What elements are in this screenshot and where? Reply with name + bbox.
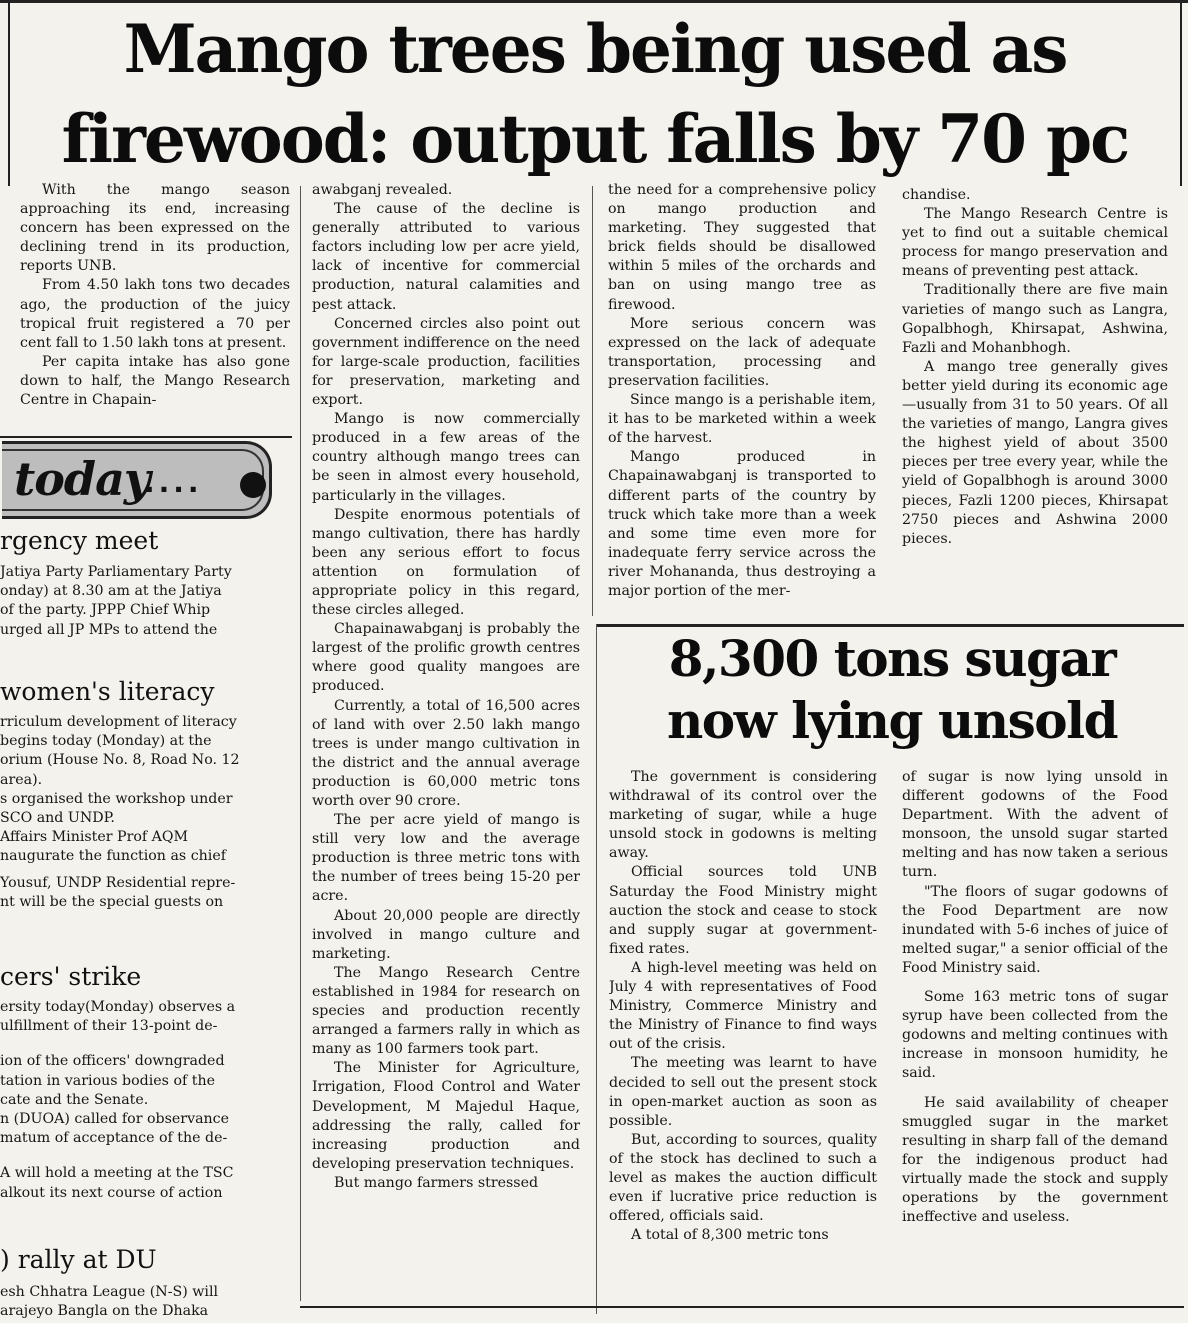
- brief-line: ulfillment of their 13-point de-: [0, 1018, 218, 1035]
- headline-line-2: firewood: output falls by 70 pc: [61, 100, 1129, 178]
- paragraph: A high-level meeting was held on July 4 with representatives of Food Ministry, Commerce Ministry and the Ministry of Finance to find ways out of the crisis.: [609, 959, 877, 1053]
- paragraph: A total of 8,300 metric tons: [631, 1227, 829, 1244]
- brief-heading: ) rally at DU: [0, 1245, 157, 1274]
- paragraph: From 4.50 lakh tons two decades ago, the production of the juicy tropical fruit registered a 70 per cent fall to 1.50 lakh tons at present.: [20, 277, 290, 351]
- mango-column-3: [608, 181, 876, 621]
- brief-line: alkout its next course of action: [0, 1184, 223, 1201]
- brief-spacer: [0, 1036, 280, 1052]
- brief-line: Affairs Minister Prof AQM: [0, 829, 189, 846]
- brief-line: A will hold a meeting at the TSC: [0, 1165, 234, 1182]
- paragraph: Despite enormous potentials of mango cultivation, there has hardly been any serious effort to focus attention on formulation of appropriate policy in this regard, these circles alleged.: [312, 506, 580, 619]
- paragraph: Some 163 metric tons of sugar syrup have been collected from the godowns and melting continues with increase in monsoon humidity, he said.: [902, 989, 1168, 1082]
- paragraph: But, according to sources, quality of the stock has declined to such a level as makes the auction difficult even if lucrative price reduction is offered, officials said.: [609, 1131, 877, 1225]
- paragraph: With the mango season approaching its end, increasing concern has been expressed on the declining trend in its production, reports UNB.: [20, 182, 290, 275]
- brief-line: Yousuf, UNDP Residential repre-: [0, 874, 236, 891]
- paragraph: He said availability of cheaper smuggled sugar in the market resulting in sharp fall of the demand for the indigenous product had virtually made the stock and supply operations by the government ineffective and useless.: [902, 1094, 1168, 1226]
- paragraph: Mango produced in Chapainawabganj is transported to different parts of the country by truck which take more than a week and some time even more for inadequate ferry service across the river Mohananda, thus destroying a major portion of the mer-: [608, 449, 876, 599]
- bullet-dot-icon: [240, 472, 266, 498]
- brief-line: cate and the Senate.: [0, 1091, 149, 1108]
- brief-line: ion of the officers' downgraded: [0, 1053, 225, 1070]
- paragraph: The per acre yield of mango is still very low and the average production is three metric tons with the number of trees being 15-20 per acre.: [312, 812, 580, 905]
- paragraph: Concerned circles also point out government indifference on the need for large-scale production, facilities for preservation, marketing and export.: [312, 315, 580, 409]
- briefs-top-rule: [0, 436, 292, 438]
- brief-line: s organised the workshop under: [0, 790, 233, 807]
- brief-line: begins today (Monday) at the: [0, 733, 212, 750]
- paragraph: of sugar is now lying unsold in different godowns of the Food Department. With the advent of monsoon, the unsold sugar started melting and has now taken a serious turn.: [902, 769, 1168, 881]
- paragraph: The Mango Research Centre is yet to find out a suitable chemical process for mango preservation and means of preventing pest attack.: [902, 206, 1168, 280]
- paragraph: chandise.: [902, 187, 971, 203]
- paragraph: Per capita intake has also gone down to half, the Mango Research Centre in Chapain-: [20, 353, 290, 409]
- brief-spacer: [0, 867, 280, 874]
- brief-line: esh Chhatra League (N-S) will: [0, 1284, 219, 1300]
- paragraph: the need for a comprehensive policy on mango production and marketing. They suggested that brick fields should be disallowed within 5 miles of the orchards and ban on using mango tree as firewood.: [608, 182, 876, 313]
- mango-column-1: [20, 181, 290, 431]
- column-divider: [592, 186, 593, 616]
- sugar-top-rule: [596, 624, 1184, 627]
- paragraph: But mango farmers stressed: [334, 1174, 539, 1191]
- brief-line: tation in various bodies of the: [0, 1072, 216, 1089]
- headline-line-1: Mango trees being used as: [123, 10, 1067, 88]
- paragraph: The cause of the decline is generally attributed to various factors including low per acre yield, lack of incentive for commercial production, natural calamities and pest attack.: [312, 201, 580, 313]
- mango-column-4: [902, 186, 1168, 621]
- paragraph: A mango tree generally gives better yield during its economic age —usually from 31 to 50 years. Of all the varieties of mango, Langra gives the highest yield of about 3500 pieces per tree every year, while the yield of Gopalbhogh is around 3000 pieces, Fazli 1200 pieces, Khirsapat 2750 pieces and Ashwina 2000 pieces.: [902, 358, 1168, 547]
- brief-body: [0, 563, 280, 640]
- sugar-left-rule: [596, 624, 597, 1314]
- brief-body: [0, 713, 280, 912]
- paragraph: Mango is now commercially produced in a few areas of the country although mango trees can be seen in almost every household, particularly in the villages.: [312, 411, 580, 504]
- sugar-column-2: [902, 768, 1168, 1305]
- today-dots: ....: [144, 466, 203, 499]
- brief-line: orium (House No. 8, Road No. 12: [0, 752, 240, 769]
- brief-heading: rgency meet: [0, 526, 159, 555]
- paragraph: Official sources told UNB Saturday the Food Ministry might auction the stock and cease to stock and supply sugar at government-fixed rates.: [609, 864, 877, 957]
- brief-line: Jatiya Party Parliamentary Party: [0, 564, 232, 580]
- paragraph: The Minister for Agriculture, Irrigation, Flood Control and Water Development, M Majedul Haque, addressing the rally, called for increasing production and developing preservation techniques.: [312, 1060, 580, 1172]
- sugar-headline-line-1: 8,300 tons sugar: [668, 629, 1116, 688]
- paragraph: The Mango Research Centre established in 1984 for research on species and production recently arranged a farmers rally in which as many as 100 farmers took part.: [312, 964, 580, 1058]
- today-banner: [2, 441, 272, 519]
- today-word: today: [14, 452, 150, 506]
- bottom-rule: [300, 1306, 1184, 1308]
- right-edge-rule: [1180, 0, 1182, 186]
- left-edge-rule: [8, 0, 10, 186]
- brief-line: ersity today(Monday) observes a: [0, 999, 236, 1015]
- brief-heading: women's literacy: [0, 677, 215, 706]
- paragraph: Chapainawabganj is probably the largest of the prolific growth centres where good quality mangoes are produced.: [312, 621, 580, 695]
- sugar-headline: [600, 628, 1184, 752]
- brief-line: nt will be the special guests on: [0, 893, 224, 910]
- sugar-column-1: [609, 768, 877, 1305]
- column-divider: [300, 186, 301, 1301]
- paragraph: Currently, a total of 16,500 acres of land with over 2.50 lakh mango trees is under mango cultivation in the district and the annual average production is 60,000 metric tons worth over 90 crore.: [312, 697, 580, 809]
- paragraph: More serious concern was expressed on the lack of adequate transportation, processing and preservation facilities.: [608, 315, 876, 389]
- paragraph: About 20,000 people are directly involved in mango culture and marketing.: [312, 907, 580, 962]
- brief-heading: cers' strike: [0, 962, 142, 991]
- brief-spacer: [0, 1148, 280, 1164]
- paragraph: The meeting was learnt to have decided to sell out the present stock in open-market auction as soon as possible.: [609, 1055, 877, 1129]
- brief-body: [0, 998, 280, 1203]
- paragraph: The government is considering withdrawal of its control over the marketing of sugar, while a huge unsold stock in godowns is melting away.: [609, 769, 877, 862]
- mango-column-2: [312, 181, 580, 1305]
- sugar-headline-line-2: now lying unsold: [666, 691, 1118, 750]
- brief-line: SCO and UNDP.: [0, 809, 115, 826]
- paragraph: Since mango is a perishable item, it has to be marketed within a week of the harvest.: [608, 392, 876, 447]
- brief-line: naugurate the function as chief: [0, 848, 226, 865]
- main-headline: [20, 4, 1170, 184]
- brief-line: rriculum development of literacy: [0, 714, 237, 730]
- top-rule: [0, 0, 1188, 3]
- brief-body: [0, 1283, 280, 1321]
- paragraph: "The floors of sugar godowns of the Food Department are now inundated with 5-6 inches of juice of melted sugar," a senior official of the Food Ministry said.: [902, 883, 1168, 976]
- brief-line: n (DUOA) called for observance: [0, 1110, 230, 1127]
- paragraph: awabganj revealed.: [312, 182, 453, 198]
- brief-line: urged all JP MPs to attend the: [0, 621, 218, 638]
- brief-line: onday) at 8.30 am at the Jatiya: [0, 583, 222, 600]
- brief-line: arajeyo Bangla on the Dhaka: [0, 1303, 209, 1320]
- paragraph: Traditionally there are five main varieties of mango such as Langra, Gopalbhogh, Khirsapat, Ashwina, Fazli and Mohanbhogh.: [902, 282, 1168, 356]
- brief-line: matum of acceptance of the de-: [0, 1130, 228, 1147]
- brief-line: area).: [0, 771, 43, 788]
- brief-line: of the party. JPPP Chief Whip: [0, 602, 211, 619]
